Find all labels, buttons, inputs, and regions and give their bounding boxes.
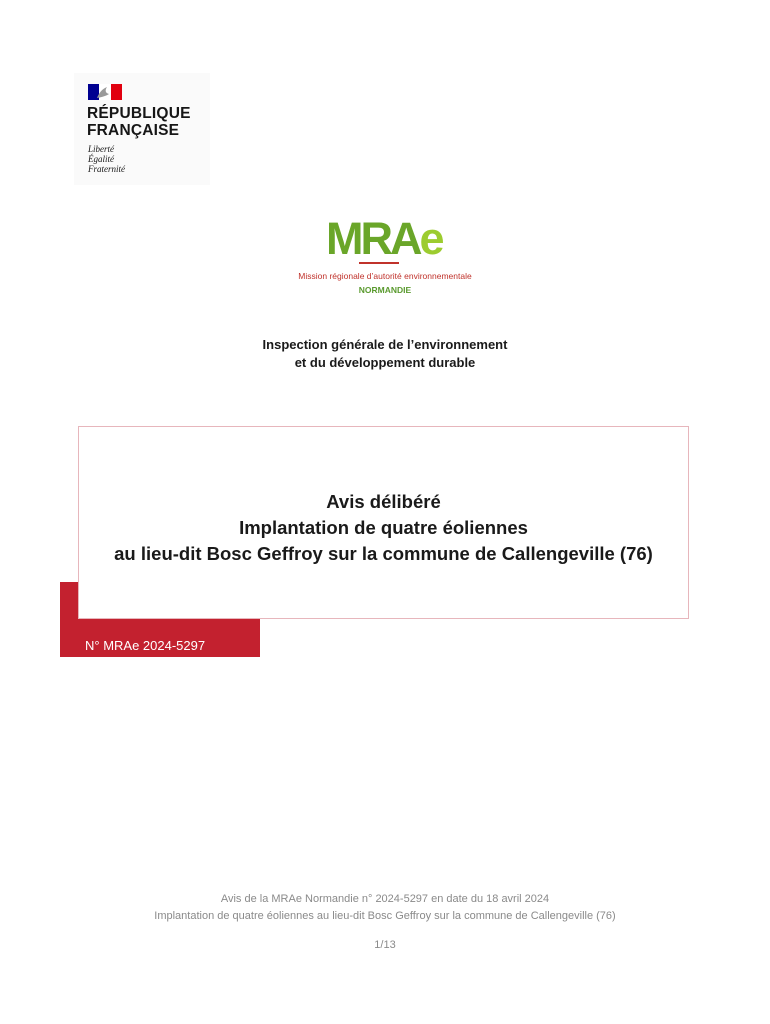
page-number: 1/13 [374,939,396,951]
republique-line-1: RÉPUBLIQUE [87,105,191,122]
title-box [78,426,689,619]
republique-francaise-logo [74,73,210,185]
authority-name [150,336,620,372]
mrae-divider [359,262,399,264]
republique-line-2: FRANÇAISE [87,122,180,139]
footer-line-2: Implantation de quatre éoliennes au lieu-dit Bosc Geffroy sur la commune de Callengeville (76) [154,910,616,922]
title-line-1: Avis délibéré [326,491,441,512]
title-line-2: Implantation de quatre éoliennes [239,517,528,538]
authority-line-2: et du développement durable [294,355,476,370]
mrae-subtitle: Mission régionale d’autorité environnementale [298,271,472,281]
republique-francaise-title [87,105,191,139]
title-line-3: au lieu-dit Bosc Geffroy sur la commune de Callengeville (76) [114,543,653,564]
motto-liberte: Liberté [88,144,114,154]
mrae-region: NORMANDIE [358,285,412,295]
reference-number: N° MRAe 2024-5297 [85,638,206,653]
document-title [79,489,688,567]
authority-line-1: Inspection générale de l’environnement [262,337,508,352]
marianne-flag-icon [88,84,122,100]
motto-egalite: Égalité [88,154,114,164]
footer-line-1: Avis de la MRAe Normandie n° 2024-5297 en date du 18 avril 2024 [220,893,550,905]
motto-fraternite: Fraternité [88,164,125,174]
mrae-logo [326,216,448,260]
republique-motto [88,144,125,174]
svg-text:MRAe: MRAe [326,216,442,260]
